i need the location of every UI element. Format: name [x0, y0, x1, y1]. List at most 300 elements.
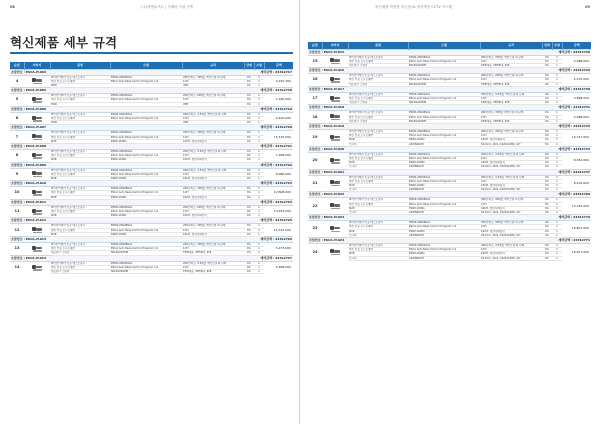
item-spec: 1CH	[182, 98, 244, 102]
item-name: IP기반카메라 인증 테스트장치	[348, 111, 408, 115]
product-code: 조달번호 : ESCA-IT-004	[10, 69, 182, 75]
camera-product-icon	[330, 179, 341, 187]
seq-number: 20	[312, 158, 318, 163]
product-code: 조달번호 : ESCA-IT-023	[308, 215, 480, 221]
item-spec: 54.6cm, 16:9, 1920x1080, 22"	[480, 188, 542, 192]
item-spec: 1CH	[480, 179, 542, 183]
table-row	[10, 209, 293, 213]
item-spec: TP/8대용, SFP/8대, PoE	[480, 63, 542, 67]
item-name: 모니터	[348, 188, 408, 192]
product-code: 조달번호 : ESCA-IT-013	[10, 236, 182, 242]
item-unit: EA	[244, 154, 254, 158]
item-name: NVR	[50, 158, 110, 162]
item-spec: 16CH, 영상녹화장치	[182, 139, 244, 143]
item-model: ESCA Anti-Haze Control Program 1.0	[110, 209, 182, 213]
seq-number: 8	[15, 153, 19, 158]
item-qty: 1	[254, 149, 264, 153]
item-name: 네트워크 스위치	[348, 63, 408, 67]
seq-number: 4	[15, 78, 19, 83]
item-name: IP기반카메라 인증 테스트장치	[348, 198, 408, 202]
item-price: 10,727,000	[571, 135, 589, 140]
item-model: ENOS-0S0080AL	[408, 198, 480, 202]
item-qty: 1	[552, 188, 562, 192]
item-qty: 1	[254, 214, 264, 218]
product-image	[322, 244, 348, 261]
product-image	[322, 152, 348, 169]
item-spec: 1CH	[182, 135, 244, 139]
item-model: ESCA Anti-Haze Control Program 1.0	[110, 172, 182, 176]
col-header: 이미지	[24, 62, 50, 69]
item-name: 혁신 인증 소프트웨어	[50, 116, 110, 120]
item-name: 혁신 인증 소프트웨어	[348, 202, 408, 206]
product-code: 조달번호 : ESCA-IT-016	[308, 68, 480, 74]
item-unit: EA	[244, 270, 254, 274]
item-model: ENOS-0S0080AL	[110, 131, 182, 135]
item-qty: 1	[254, 158, 264, 162]
item-qty: 1	[254, 261, 264, 265]
item-name: 혁신 인증 소프트웨어	[50, 98, 110, 102]
item-qty: 1	[552, 63, 562, 67]
item-model: ENOS-0S0080AL	[110, 242, 182, 246]
item-unit: EA	[542, 244, 552, 248]
item-name: 네트워크 스위치	[348, 82, 408, 86]
item-spec: 16CH, 영상녹화장치	[480, 138, 542, 142]
item-qty: 1	[552, 138, 562, 142]
item-spec: 16CH, 영상녹화장치	[480, 206, 542, 210]
camera-product-icon	[32, 152, 43, 160]
item-unit: EA	[244, 158, 254, 162]
item-spec: 200만화소, 30배율 계약모델 외 판매	[480, 111, 542, 115]
item-model: ESRP-16001	[110, 195, 182, 199]
table-row	[308, 248, 591, 252]
item-unit: EA	[542, 233, 552, 237]
item-model: ESCA Anti-Haze Control Program 1.0	[408, 202, 480, 206]
item-name: 혁신 인증 소프트웨어	[50, 79, 110, 83]
col-header: 순번	[308, 42, 322, 49]
product-image	[24, 131, 50, 144]
item-model: NR-PG2408M	[110, 270, 182, 274]
item-qty: 1	[552, 179, 562, 183]
item-spec: 54.6cm, 16:9, 1920x1080, 22"	[480, 165, 542, 169]
product-image	[24, 205, 50, 218]
item-qty: 1	[552, 202, 562, 206]
item-name: 네트워크 스위치	[348, 101, 408, 105]
item-model: ENOS-0S0080AL	[408, 221, 480, 225]
seq-number: 14	[14, 265, 20, 270]
item-unit: EA	[244, 205, 254, 209]
item-unit: EA	[542, 156, 552, 160]
product-code: 조달번호 : ESCA-IT-020	[308, 146, 480, 152]
item-spec: 16CH, 영상녹화장치	[182, 176, 244, 180]
item-spec: 200만화소, 4.3배율 계약모델 외 판매	[182, 261, 244, 265]
item-unit: EA	[542, 210, 552, 214]
item-model: ENOS-0S0020AL	[110, 112, 182, 116]
col-header: 수량	[254, 62, 264, 69]
item-model: 22WN400H	[408, 210, 480, 214]
item-qty: 1	[254, 75, 264, 79]
item-spec: 1CH	[182, 247, 244, 251]
item-unit: EA	[244, 94, 254, 98]
product-image	[322, 198, 348, 215]
item-unit: EA	[244, 187, 254, 191]
item-name: NVR	[50, 195, 110, 199]
table-header-row	[10, 62, 293, 69]
item-price: 8,086,000	[275, 171, 291, 176]
item-qty: 1	[552, 244, 562, 248]
col-header: 이미지	[322, 42, 348, 49]
item-spec: 16CH, 영상녹화장치	[182, 158, 244, 162]
table-row	[10, 116, 293, 120]
item-qty: 1	[552, 142, 562, 146]
item-unit: EA	[542, 134, 552, 138]
item-unit: EA	[244, 224, 254, 228]
table-body-left	[10, 69, 293, 274]
item-model: ENOS-0S0020AL	[110, 94, 182, 98]
right-page	[300, 0, 600, 424]
item-name: 혁신 인증 소프트웨어	[50, 209, 110, 213]
contract-code: 계약금액 : 24312724	[182, 199, 293, 205]
right-page-number: 09	[585, 5, 590, 9]
item-model: ESCA Anti-Haze Control Program 1.0	[408, 225, 480, 229]
col-header: 모델	[110, 62, 182, 69]
product-image	[322, 74, 348, 87]
seq-number: 11	[14, 208, 20, 213]
camera-product-icon	[32, 245, 43, 253]
item-model: ESRP-16001	[408, 229, 480, 233]
item-qty: 1	[552, 96, 562, 100]
item-unit: EA	[244, 83, 254, 87]
item-spec: 1CH	[480, 78, 542, 82]
item-qty: 1	[552, 59, 562, 63]
item-qty: 1	[254, 224, 264, 228]
product-code: 조달번호 : ESCA-IT-011	[10, 199, 182, 205]
item-unit: EA	[542, 59, 552, 63]
item-name: 혁신 인증 소프트웨어	[348, 225, 408, 229]
item-spec: 1CH	[480, 225, 542, 229]
item-name: IP기반카메라 인증 테스트장치	[50, 187, 110, 191]
item-model: ENOS-0S0080AL	[408, 129, 480, 133]
col-header: 품명	[348, 42, 408, 49]
item-name: IP기반카메라 인증 테스트장치	[348, 55, 408, 59]
table-row	[308, 225, 591, 229]
item-unit: EA	[244, 214, 254, 218]
item-spec: 1CH	[480, 115, 542, 119]
item-price: 15,575,000	[273, 134, 291, 139]
item-model: ESCA Anti-Haze Control Program 1.0	[408, 134, 480, 138]
item-unit: EA	[244, 75, 254, 79]
item-name: IP기반카메라 인증 테스트장치	[348, 92, 408, 96]
item-spec: 1CH	[480, 248, 542, 252]
item-spec: 200만화소, 30배율 계약모델 외 판매	[480, 129, 542, 133]
item-model: ESCA Anti-Haze Control Program 1.0	[110, 116, 182, 120]
item-unit: EA	[542, 115, 552, 119]
camera-product-icon	[32, 208, 43, 216]
item-qty: 1	[552, 55, 562, 59]
product-image	[24, 94, 50, 107]
contract-code: 계약금액 : 24312723	[182, 181, 293, 187]
product-image	[24, 242, 50, 255]
item-unit: EA	[542, 82, 552, 86]
table-row	[10, 270, 293, 274]
item-name: 혁신 인증 소프트웨어	[50, 265, 110, 269]
item-name: IP기반카메라 인증 테스트장치	[348, 221, 408, 225]
item-unit: EA	[542, 129, 552, 133]
item-name: NVR	[348, 206, 408, 210]
item-model: ESCA Anti-Haze Control Program 1.0	[408, 115, 480, 119]
item-unit: EA	[542, 248, 552, 252]
item-name: 혁신 인증 소프트웨어	[50, 135, 110, 139]
item-model: ESCA Anti-Haze Control Program 1.0	[110, 98, 182, 102]
item-unit: EA	[244, 149, 254, 153]
seq-number: 22	[312, 203, 318, 208]
col-header: 금액	[562, 42, 591, 49]
item-spec: 200만화소, 20배율 계약모델 외 판매	[182, 94, 244, 98]
contract-code: 계약금액 : 24312722	[182, 162, 293, 168]
item-name: IP기반카메라 인증 테스트장치	[50, 149, 110, 153]
item-price: 7,998,000	[275, 153, 291, 158]
item-unit: EA	[542, 221, 552, 225]
item-spec: TP/8대용, SFP/8대, PoE	[480, 101, 542, 105]
item-qty: 1	[552, 82, 562, 86]
camera-product-icon	[330, 76, 341, 84]
item-model: ENOS-0S0020AL	[408, 244, 480, 248]
item-unit: EA	[542, 138, 552, 142]
item-unit: EA	[542, 63, 552, 67]
item-unit: EA	[244, 98, 254, 102]
camera-product-icon	[32, 264, 43, 272]
table-row	[10, 154, 293, 158]
item-model: 22WN400H	[408, 256, 480, 260]
item-unit: EA	[542, 111, 552, 115]
item-price: 2,340,000	[275, 97, 291, 102]
col-header: 수량	[552, 42, 562, 49]
item-spec: 16CH, 영상녹화장치	[480, 252, 542, 256]
item-unit: EA	[244, 251, 254, 255]
item-qty: 1	[552, 248, 562, 252]
seq-number: 19	[312, 135, 318, 140]
product-image	[24, 112, 50, 125]
item-spec: 200만화소, 4.3배율 계약모델 외 판매	[182, 149, 244, 153]
item-qty: 1	[254, 172, 264, 176]
item-model: ESCA Anti-Haze Control Program 1.0	[110, 228, 182, 232]
item-spec: 16CH, 영상녹화장치	[182, 195, 244, 199]
item-price: 13,182,000	[571, 203, 589, 208]
item-qty: 1	[552, 156, 562, 160]
contract-code: 계약금액 : 24312725	[182, 218, 293, 224]
item-name: NVR	[50, 139, 110, 143]
table-row	[308, 115, 591, 119]
item-model: ENOS-0S0020AL	[110, 205, 182, 209]
item-model: ENOS-0S0020AL	[408, 92, 480, 96]
seq-number: 12	[14, 227, 20, 232]
contract-code: 계약금액 : 24312731	[480, 105, 591, 111]
item-name: 모니터	[348, 142, 408, 146]
col-header: 모델	[408, 42, 480, 49]
item-model: NR-PG2408M	[408, 82, 480, 86]
product-image	[24, 224, 50, 237]
item-qty: 1	[254, 232, 264, 236]
item-qty: 1	[254, 154, 264, 158]
seq-number: 10	[14, 190, 20, 195]
item-qty: 1	[254, 195, 264, 199]
item-unit: EA	[542, 188, 552, 192]
item-price: 13,453,000	[273, 208, 291, 213]
item-spec: 1CH	[182, 154, 244, 158]
contract-code: 계약금액 : 24312726	[182, 236, 293, 242]
contract-code: 계약금액 : 24312771	[480, 238, 591, 244]
item-qty: 1	[254, 102, 264, 106]
item-model: ESRP-16001	[408, 252, 480, 256]
item-qty: 1	[254, 168, 264, 172]
table-row	[308, 256, 591, 260]
product-code: 조달번호 : ESCA-IT-012	[10, 218, 182, 224]
item-unit: EA	[542, 78, 552, 82]
item-unit: EA	[542, 202, 552, 206]
item-model: ESCA Anti-Haze Control Program 1.0	[110, 135, 182, 139]
contract-code: 계약금액 : 24312718	[182, 88, 293, 94]
item-model: ESRP-16001	[408, 161, 480, 165]
item-model: ESCA Anti-Haze Control Program 1.0	[408, 156, 480, 160]
table-row	[308, 179, 591, 183]
item-qty: 1	[552, 115, 562, 119]
item-name: 혁신 인증 소프트웨어	[348, 156, 408, 160]
item-qty: 1	[552, 101, 562, 105]
item-spec: 1CH	[182, 116, 244, 120]
contract-code: 계약금액 : 24312737	[480, 169, 591, 175]
item-spec: 1CH	[182, 209, 244, 213]
camera-product-icon	[32, 77, 43, 85]
item-model: ENOS-0S0020AL	[110, 261, 182, 265]
item-unit: EA	[244, 172, 254, 176]
item-model: 22WN400H	[408, 142, 480, 146]
seq-number: 13	[14, 246, 20, 251]
contract-code: 계약금액 : 24312727	[182, 255, 293, 261]
item-unit: EA	[244, 242, 254, 246]
item-qty: 1	[254, 176, 264, 180]
item-qty: 1	[552, 129, 562, 133]
item-qty: 1	[254, 116, 264, 120]
item-price: 3,898,000	[573, 95, 589, 100]
item-unit: EA	[542, 198, 552, 202]
item-model: 22WN400H	[408, 165, 480, 169]
item-spec: 4TB	[182, 121, 244, 125]
item-spec: 200만화소, 4.3배율 계약모델 외 판매	[182, 168, 244, 172]
item-model: ENOS-0S0020AL	[110, 168, 182, 172]
item-model: ESRP-16001	[110, 139, 182, 143]
item-price: 2,968,000	[573, 58, 589, 63]
title-underline	[10, 52, 293, 54]
item-unit: EA	[542, 256, 552, 260]
seq-number: 15	[312, 58, 318, 63]
item-model: ESRP-16001	[110, 232, 182, 236]
item-unit: EA	[244, 135, 254, 139]
contract-code: 계약금액 : 24312728	[480, 49, 591, 55]
item-spec: 200만화소, 20배율 계약모델 외 판매	[182, 205, 244, 209]
item-qty: 1	[552, 111, 562, 115]
item-model: ENOS-0S0020AL	[408, 152, 480, 156]
seq-number: 9	[15, 171, 19, 176]
item-qty: 1	[552, 74, 562, 78]
item-name: NVR	[348, 161, 408, 165]
item-spec: 54.6cm, 16:9, 1920x1080, 22"	[480, 210, 542, 214]
item-qty: 1	[254, 139, 264, 143]
item-unit: EA	[244, 79, 254, 83]
product-image	[322, 175, 348, 192]
item-unit: EA	[542, 96, 552, 100]
item-price: 2,898,000	[275, 265, 291, 270]
item-spec: 200만화소, 30배율 계약모델 외 판매	[182, 187, 244, 191]
item-model: 22WN400H	[408, 188, 480, 192]
item-unit: EA	[244, 195, 254, 199]
table-row	[10, 135, 293, 139]
item-spec: 200만화소, 4.3배율 계약모델 외 판매	[480, 92, 542, 96]
seq-number: 5	[15, 97, 19, 102]
item-model: ESRP-16001	[408, 183, 480, 187]
item-name: NVR	[348, 183, 408, 187]
item-qty: 1	[254, 242, 264, 246]
col-header: 금액	[264, 62, 293, 69]
item-qty: 1	[552, 165, 562, 169]
item-model: NR-PG2408M	[110, 251, 182, 255]
item-qty: 1	[552, 252, 562, 256]
item-spec: 200만화소, 4.3배율 계약모델 외 판매	[480, 244, 542, 248]
seq-number: 16	[312, 77, 318, 82]
item-unit: EA	[244, 176, 254, 180]
item-name: 모니터	[348, 256, 408, 260]
item-unit: EA	[542, 161, 552, 165]
item-spec: TP/8대용, SFP/8대, PoE	[480, 82, 542, 86]
item-name: 혁신 인증 소프트웨어	[50, 154, 110, 158]
item-name: 혁신 인증 소프트웨어	[348, 134, 408, 138]
item-name: 모니터	[348, 165, 408, 169]
item-unit: EA	[542, 55, 552, 59]
item-spec: 1CH	[182, 172, 244, 176]
item-unit: EA	[244, 131, 254, 135]
item-model: NR-PG2408M	[408, 101, 480, 105]
item-qty: 1	[254, 265, 264, 269]
item-model: NR-PG2408M	[408, 119, 480, 123]
item-spec: 16CH, 영상녹화장치	[182, 232, 244, 236]
item-model: ESCA Anti-Haze Control Program 1.0	[408, 78, 480, 82]
item-qty: 1	[254, 205, 264, 209]
item-qty: 1	[552, 233, 562, 237]
product-image	[24, 168, 50, 181]
item-name: IP기반카메라 인증 테스트장치	[348, 152, 408, 156]
item-unit: EA	[542, 225, 552, 229]
table-row	[308, 134, 591, 138]
item-name: NVR	[50, 214, 110, 218]
item-unit: EA	[542, 183, 552, 187]
item-name: 모니터	[348, 210, 408, 214]
item-spec: 1CH	[182, 191, 244, 195]
table-row	[308, 78, 591, 82]
item-unit: EA	[542, 206, 552, 210]
item-name: 혁신 인증 소프트웨어	[348, 59, 408, 63]
item-price: 15,515,000	[273, 227, 291, 232]
product-image	[322, 92, 348, 105]
item-unit: EA	[244, 191, 254, 195]
left-page-header	[0, 5, 299, 13]
item-spec: 200만화소, 30배율 계약모델 외 판매	[182, 131, 244, 135]
item-unit: EA	[244, 228, 254, 232]
product-code: 조달번호 : ESCA-IT-014	[10, 255, 182, 261]
item-name: 네트워크 스위치	[50, 270, 110, 274]
product-image	[322, 111, 348, 124]
contract-code: 계약금액 : 24312769	[480, 192, 591, 198]
col-header: 규격	[182, 62, 244, 69]
item-spec: 200만화소, 30배율 계약모델 외 판매	[182, 242, 244, 246]
item-unit: EA	[542, 142, 552, 146]
